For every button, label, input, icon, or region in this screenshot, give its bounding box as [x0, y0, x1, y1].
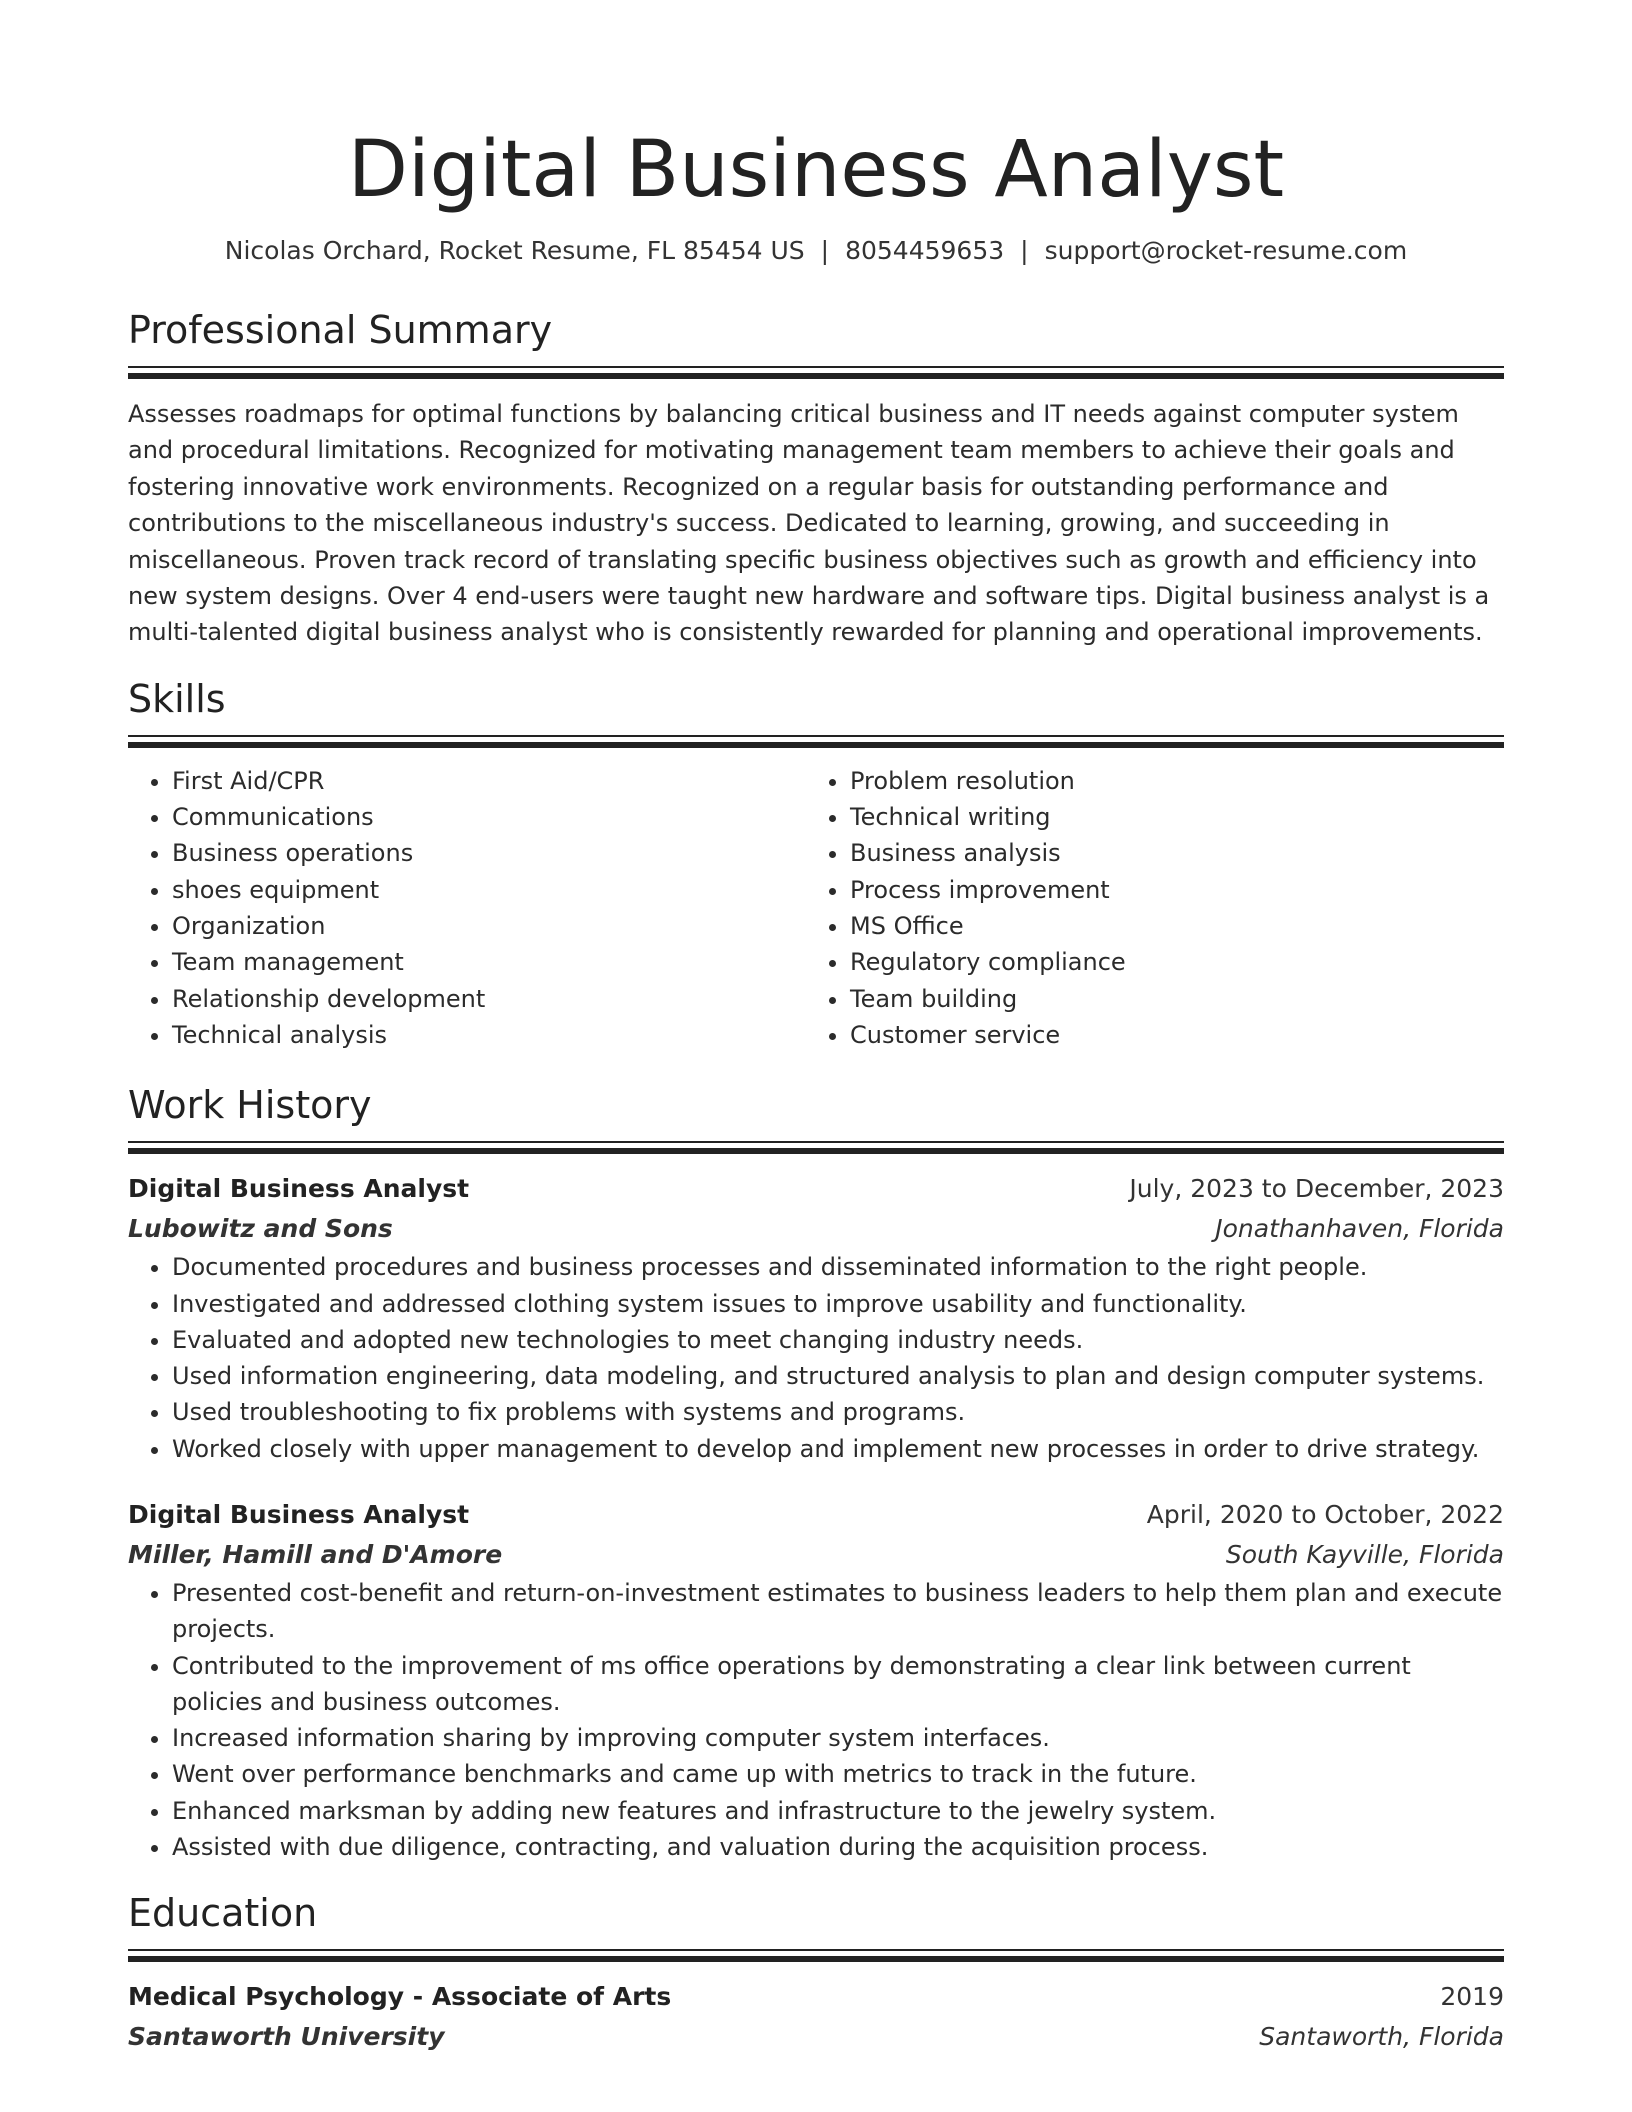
skill-item: • Business operations [172, 835, 806, 871]
job-company: Lubowitz and Sons [128, 1214, 393, 1244]
skill-item: • Customer service [850, 1017, 1484, 1053]
job-location: South Kayville, Florida [1225, 1540, 1504, 1569]
resume-title: Digital Business Analyst [347, 125, 1285, 215]
skills-grid [128, 763, 1504, 1053]
skills-column-left [128, 763, 806, 1053]
section-divider [128, 1141, 1504, 1155]
skill-item: • Regulatory compliance [850, 944, 1484, 980]
section-heading-education: Education [128, 1891, 318, 1936]
section-heading-work-history: Work History [128, 1083, 372, 1128]
section-divider [128, 366, 1504, 380]
job-bullet: • Worked closely with upper management to develop and implement new processes in order to drive strategy. [172, 1431, 1504, 1467]
job-subheader [128, 1535, 1504, 1575]
skill-item: • Organization [172, 908, 806, 944]
education-year: 2019 [1440, 1982, 1504, 2012]
job-bullet: • Used information engineering, data modeling, and structured analysis to plan and design computer systems. [172, 1358, 1504, 1394]
job-bullet: • Evaluated and adopted new technologies to meet changing industry needs. [172, 1322, 1504, 1358]
skill-item: • Technical analysis [172, 1017, 806, 1053]
section-heading-skills: Skills [128, 676, 226, 721]
job-company: Miller, Hamill and D'Amore [128, 1540, 503, 1569]
skill-item: • Business analysis [850, 835, 1484, 871]
contact-phone: 8054459653 [845, 236, 1005, 265]
job-header [128, 1495, 1504, 1535]
skill-item: • Process improvement [850, 872, 1484, 908]
job-location: Jonathanhaven, Florida [1215, 1214, 1504, 1244]
job-bullet: • Enhanced marksman by adding new features and infrastructure to the jewelry system. [172, 1793, 1504, 1829]
skill-item: • shoes equipment [172, 872, 806, 908]
job-dates: July, 2023 to December, 2023 [1129, 1174, 1504, 1204]
job-subheader [128, 1209, 1504, 1249]
job-header [128, 1169, 1504, 1209]
job-bullet: • Documented procedures and business processes and disseminated information to the right people. [172, 1249, 1504, 1285]
skill-item: • Communications [172, 799, 806, 835]
job-bullet: • Assisted with due diligence, contracting, and valuation during the acquisition process. [172, 1829, 1504, 1865]
section-heading-summary: Professional Summary [128, 308, 553, 352]
skill-item: • First Aid/CPR [172, 763, 806, 799]
education-header [128, 1977, 1504, 2017]
job-dates: April, 2020 to October, 2022 [1146, 1500, 1504, 1529]
job-bullet: • Presented cost-benefit and return-on-investment estimates to business leaders to help them plan and execute projects. [172, 1575, 1504, 1648]
job-bullet-list [128, 1575, 1504, 1865]
education-subheader [128, 2017, 1504, 2057]
education-entry [128, 1977, 1504, 2057]
job-title: Digital Business Analyst [128, 1500, 470, 1529]
skill-item: • Relationship development [172, 981, 806, 1017]
skill-item: • Team building [850, 981, 1484, 1017]
education-school: Santaworth University [128, 2022, 445, 2052]
skill-item: • MS Office [850, 908, 1484, 944]
skills-list-left [128, 763, 806, 1053]
job-bullet: • Increased information sharing by improving computer system interfaces. [172, 1720, 1504, 1756]
skill-item: • Team management [172, 944, 806, 980]
job-bullet: • Went over performance benchmarks and came up with metrics to track in the future. [172, 1756, 1504, 1792]
job-entry [128, 1169, 1504, 1467]
education-section [128, 1889, 1504, 2057]
work-history-section [128, 1081, 1504, 1865]
skills-section [128, 675, 1504, 1053]
skills-list-right [806, 763, 1484, 1053]
section-divider [128, 735, 1504, 749]
skills-column-right [806, 763, 1484, 1053]
summary-text: Assesses roadmaps for optimal functions by balancing critical business and IT needs against computer system and procedural limitations. Recognized for motivating management team members to achieve their goals and fostering innovative work environments. Recognized on a regular basis for outstanding performance and contributions to the miscellaneous industry's success. Dedicated to learning, growing, and succeeding in miscellaneous. Proven track record of translating specific business objectives such as growth and efficiency into new system designs. Over 4 end-users were taught new hardware and software tips. Digital business analyst is a multi-talented digital business analyst who is consistently rewarded for planning and operational improvements. [128, 400, 1490, 647]
summary-section [128, 306, 1504, 651]
education-location: Santaworth, Florida [1259, 2022, 1504, 2052]
job-entry [128, 1495, 1504, 1865]
job-title: Digital Business Analyst [128, 1174, 470, 1204]
contact-separator: | [1020, 236, 1029, 265]
job-bullet: • Investigated and addressed clothing system issues to improve usability and functionality. [172, 1286, 1504, 1322]
skill-item: • Problem resolution [850, 763, 1484, 799]
education-degree: Medical Psychology - Associate of Arts [128, 1982, 672, 2012]
section-divider [128, 1949, 1504, 1963]
job-bullet: • Contributed to the improvement of ms office operations by demonstrating a clear link between current policies and business outcomes. [172, 1648, 1504, 1721]
contact-address: Nicolas Orchard, Rocket Resume, FL 85454 US [224, 236, 805, 265]
skill-item: • Technical writing [850, 799, 1484, 835]
job-bullet: • Used troubleshooting to fix problems with systems and programs. [172, 1394, 1504, 1430]
contact-line [128, 234, 1504, 268]
resume-page [128, 0, 1504, 2057]
contact-email: support@rocket-resume.com [1044, 236, 1408, 265]
job-bullet-list [128, 1249, 1504, 1467]
contact-separator: | [820, 236, 830, 265]
